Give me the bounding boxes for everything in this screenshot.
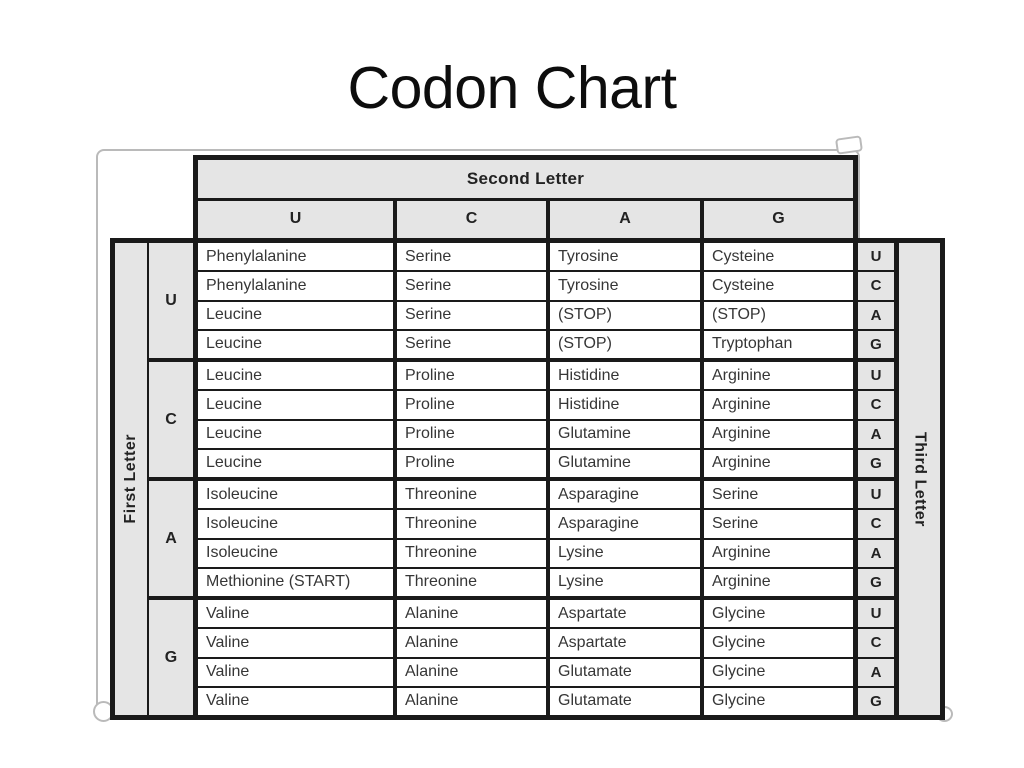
codon-cell: Tryptophan — [704, 331, 853, 358]
codon-cell: Isoleucine — [198, 540, 397, 567]
table-row — [198, 481, 853, 510]
table-row — [198, 510, 853, 539]
first-letter-cells — [149, 243, 193, 715]
table-row — [198, 421, 853, 450]
table-row — [198, 540, 853, 569]
third-letter-label: Third Letter — [911, 431, 929, 527]
table-row — [198, 272, 853, 301]
codon-cell: Serine — [397, 272, 550, 299]
codon-cell: Proline — [397, 362, 550, 389]
codon-cell: Alanine — [397, 659, 550, 686]
codon-cell: Glutamate — [550, 688, 704, 715]
table-row — [198, 629, 853, 658]
third-letter-cell: A — [858, 302, 894, 331]
codon-cell: Alanine — [397, 688, 550, 715]
codon-cell: Leucine — [198, 391, 397, 418]
codon-cell: Serine — [397, 302, 550, 329]
codon-cell: Arginine — [704, 450, 853, 477]
codon-cell: (STOP) — [550, 302, 704, 329]
codon-cell: Alanine — [397, 629, 550, 656]
codon-cell: Tyrosine — [550, 243, 704, 270]
codon-cell: Valine — [198, 629, 397, 656]
codon-cell: Serine — [704, 481, 853, 508]
codon-cell: Lysine — [550, 540, 704, 567]
third-letter-cell: C — [858, 391, 894, 420]
table-row — [198, 243, 853, 272]
codon-cell: Glutamine — [550, 421, 704, 448]
table-row — [198, 569, 853, 596]
codon-table-body — [193, 238, 858, 720]
codon-cell: Leucine — [198, 331, 397, 358]
codon-cell: Arginine — [704, 362, 853, 389]
codon-cell: (STOP) — [704, 302, 853, 329]
codon-cell: Isoleucine — [198, 481, 397, 508]
second-letter-header — [193, 155, 858, 238]
codon-cell: Arginine — [704, 540, 853, 567]
codon-cell: Leucine — [198, 362, 397, 389]
third-letter-cell: C — [858, 629, 894, 658]
codon-cell: Leucine — [198, 450, 397, 477]
first-letter-A: A — [149, 481, 193, 600]
third-letter-cell: U — [858, 362, 894, 391]
codon-cell: Arginine — [704, 569, 853, 596]
row-group-u — [198, 243, 853, 362]
first-letter-C: C — [149, 362, 193, 481]
third-letter-cell: A — [858, 659, 894, 688]
third-letter-cell: U — [858, 243, 894, 272]
third-letter-cell: C — [858, 272, 894, 301]
codon-cell: Histidine — [550, 362, 704, 389]
codon-cell: Proline — [397, 450, 550, 477]
third-letter-cell: G — [870, 335, 882, 353]
third-letter-column — [858, 238, 899, 720]
third-letter-group-c — [858, 362, 894, 481]
table-row — [198, 362, 853, 391]
codon-cell: Lysine — [550, 569, 704, 596]
table-row — [198, 302, 853, 331]
codon-cell: Threonine — [397, 540, 550, 567]
second-letter-U: U — [198, 201, 397, 239]
codon-cell: Glutamate — [550, 659, 704, 686]
codon-cell: Valine — [198, 659, 397, 686]
third-letter-cell: C — [858, 510, 894, 539]
third-letter-cell: U — [858, 481, 894, 510]
row-group-a — [198, 481, 853, 600]
codon-cell: Threonine — [397, 481, 550, 508]
codon-cell: Threonine — [397, 510, 550, 537]
codon-cell: Alanine — [397, 600, 550, 627]
codon-cell: Isoleucine — [198, 510, 397, 537]
codon-cell: Methionine (START) — [198, 569, 397, 596]
first-letter-label: First Letter — [122, 434, 139, 524]
codon-cell: Cysteine — [704, 272, 853, 299]
codon-cell: Glycine — [704, 600, 853, 627]
codon-cell: Proline — [397, 421, 550, 448]
second-letter-A: A — [550, 201, 704, 239]
third-letter-cell: A — [858, 421, 894, 450]
codon-cell: Serine — [397, 331, 550, 358]
second-letter-label: Second Letter — [198, 160, 853, 201]
third-letter-group-a — [858, 481, 894, 600]
third-letter-cell: G — [870, 573, 882, 591]
codon-cell: Serine — [397, 243, 550, 270]
third-letter-group-g — [858, 600, 894, 715]
codon-cell: Threonine — [397, 569, 550, 596]
codon-cell: Tyrosine — [550, 272, 704, 299]
codon-cell: Histidine — [550, 391, 704, 418]
codon-cell: Arginine — [704, 421, 853, 448]
first-letter-G: G — [164, 648, 178, 666]
codon-cell: Glycine — [704, 629, 853, 656]
table-row — [198, 391, 853, 420]
first-letter-U: U — [149, 243, 193, 362]
first-letter-column — [110, 238, 193, 720]
third-letter-cell: U — [858, 600, 894, 629]
codon-cell: Valine — [198, 600, 397, 627]
third-letter-cell: G — [870, 454, 882, 472]
codon-cell: Leucine — [198, 421, 397, 448]
codon-cell: Glycine — [704, 688, 853, 715]
table-row — [198, 659, 853, 688]
codon-cell: Glutamine — [550, 450, 704, 477]
codon-cell: Cysteine — [704, 243, 853, 270]
third-letter-cell: G — [870, 692, 882, 710]
codon-cell: Asparagine — [550, 510, 704, 537]
codon-cell: Aspartate — [550, 600, 704, 627]
third-letter-group-u — [858, 243, 894, 362]
second-letter-row — [198, 201, 853, 239]
codon-cell: Glycine — [704, 659, 853, 686]
table-row — [198, 450, 853, 477]
row-group-g — [198, 600, 853, 715]
page-title: Codon Chart — [347, 55, 677, 121]
codon-cell: Aspartate — [550, 629, 704, 656]
codon-cell: Serine — [704, 510, 853, 537]
codon-cell: Phenylalanine — [198, 243, 397, 270]
codon-cell: Proline — [397, 391, 550, 418]
table-row — [198, 688, 853, 715]
second-letter-G: G — [772, 210, 785, 228]
codon-cell: (STOP) — [550, 331, 704, 358]
codon-cell: Arginine — [704, 391, 853, 418]
third-letter-cell: A — [858, 540, 894, 569]
codon-cell: Phenylalanine — [198, 272, 397, 299]
second-letter-C: C — [397, 201, 550, 239]
codon-cell: Asparagine — [550, 481, 704, 508]
third-letter-label-cell — [899, 238, 945, 720]
row-group-c — [198, 362, 853, 481]
first-letter-label-cell — [115, 243, 149, 715]
table-row — [198, 600, 853, 629]
table-row — [198, 331, 853, 358]
codon-cell: Leucine — [198, 302, 397, 329]
codon-cell: Valine — [198, 688, 397, 715]
